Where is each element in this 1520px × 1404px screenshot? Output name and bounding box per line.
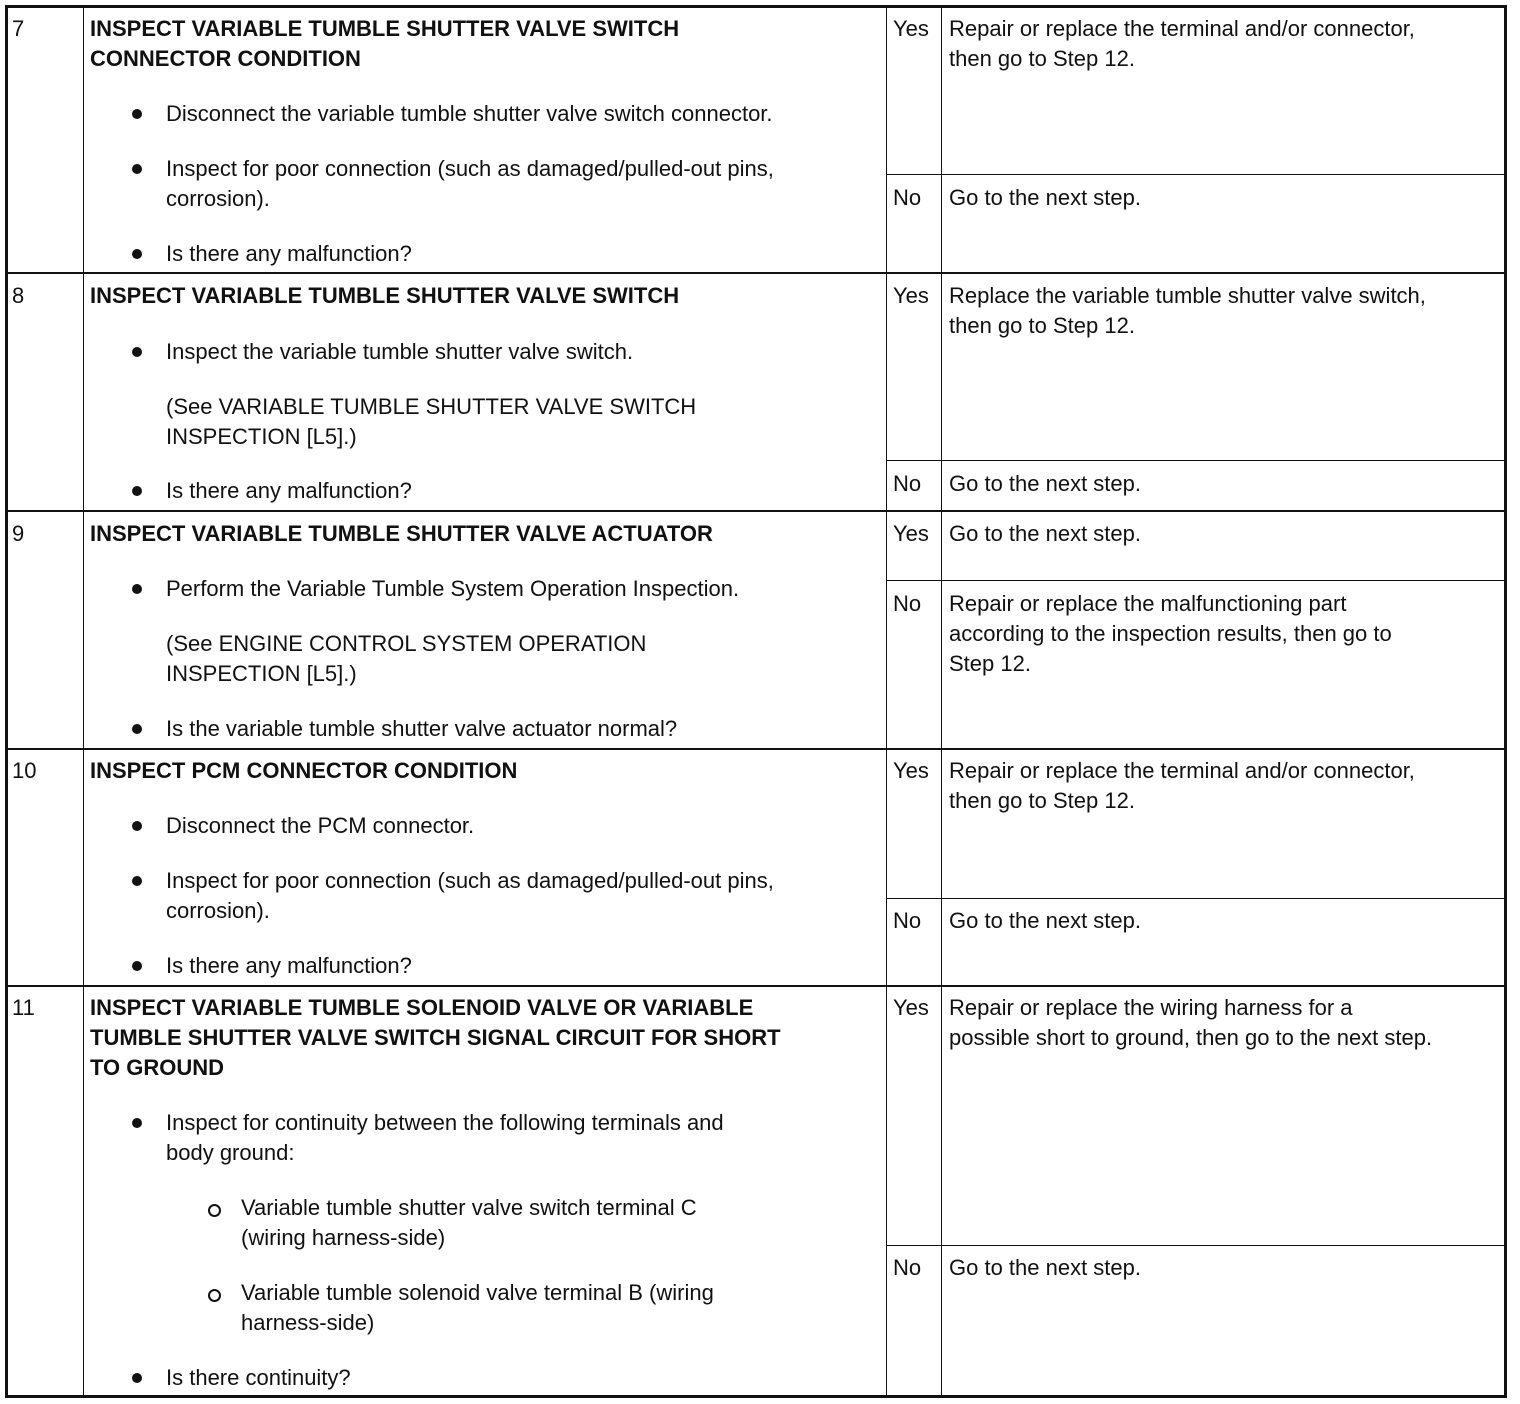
inspection-question: Is the variable tumble shutter valve actuator normal?	[166, 716, 678, 741]
yes-action: Go to the next step.	[949, 521, 1142, 546]
terminal-item: Variable tumble solenoid valve terminal B (wiring harness-side)	[241, 1280, 714, 1335]
yes-no-divider	[887, 460, 1504, 461]
row-divider	[8, 748, 1504, 750]
inspection-item: Inspect for poor connection (such as damaged/pulled-out pins, corrosion).	[166, 156, 774, 211]
bullet-icon	[132, 724, 142, 734]
inspection-item: Inspect for poor connection (such as damaged/pulled-out pins, corrosion).	[166, 868, 774, 923]
terminal-item: Variable tumble shutter valve switch terminal C (wiring harness-side)	[241, 1195, 697, 1250]
no-label: No	[893, 591, 922, 616]
bullet-icon	[132, 164, 142, 174]
step-number: 7	[12, 16, 25, 41]
bullet-icon	[132, 486, 142, 496]
bullet-icon	[132, 876, 142, 886]
no-label: No	[893, 185, 922, 210]
step-title: INSPECT VARIABLE TUMBLE SHUTTER VALVE SWITCH CONNECTOR CONDITION	[90, 16, 680, 71]
column-divider-inspection	[886, 8, 887, 1395]
step-title: INSPECT VARIABLE TUMBLE SHUTTER VALVE ACTUATOR	[90, 521, 713, 546]
bullet-icon	[132, 584, 142, 594]
step-number: 10	[12, 758, 37, 783]
no-label: No	[893, 471, 922, 496]
step-number: 8	[12, 283, 25, 308]
step-number: 11	[12, 995, 35, 1020]
no-action: Go to the next step.	[949, 908, 1142, 933]
step-title: INSPECT VARIABLE TUMBLE SHUTTER VALVE SWITCH	[90, 283, 680, 308]
no-label: No	[893, 908, 922, 933]
bullet-icon	[132, 961, 142, 971]
bullet-icon	[132, 109, 142, 119]
yes-label: Yes	[893, 16, 929, 41]
row-divider	[8, 272, 1504, 274]
no-label: No	[893, 1255, 922, 1280]
reference-note: (See ENGINE CONTROL SYSTEM OPERATION INSPECTION [L5].)	[166, 631, 647, 686]
sub-bullet-icon	[208, 1289, 221, 1302]
reference-note: (See VARIABLE TUMBLE SHUTTER VALVE SWITCH INSPECTION [L5].)	[166, 394, 697, 449]
yes-no-divider	[887, 580, 1504, 581]
no-action: Go to the next step.	[949, 185, 1142, 210]
yes-action: Replace the variable tumble shutter valve switch, then go to Step 12.	[949, 283, 1426, 338]
yes-label: Yes	[893, 758, 929, 783]
no-action: Repair or replace the malfunctioning part according to the inspection results, then go to Step 12.	[949, 591, 1392, 676]
sub-bullet-icon	[208, 1204, 221, 1217]
yes-action: Repair or replace the terminal and/or connector, then go to Step 12.	[949, 758, 1415, 813]
yes-no-divider	[887, 1245, 1504, 1246]
yes-action: Repair or replace the terminal and/or connector, then go to Step 12.	[949, 16, 1415, 71]
bullet-icon	[132, 1118, 142, 1128]
yes-no-divider	[887, 174, 1504, 175]
step-title: INSPECT PCM CONNECTOR CONDITION	[90, 758, 518, 783]
column-divider-answer	[941, 8, 942, 1395]
inspection-question: Is there any malfunction?	[166, 241, 412, 266]
bullet-icon	[132, 821, 142, 831]
inspection-question: Is there continuity?	[166, 1365, 351, 1390]
bullet-icon	[132, 347, 142, 357]
yes-label: Yes	[893, 283, 929, 308]
bullet-icon	[132, 1373, 142, 1383]
yes-action: Repair or replace the wiring harness for a possible short to ground, then go to the next step.	[949, 995, 1433, 1050]
step-number: 9	[12, 521, 25, 546]
column-divider-step	[83, 8, 84, 1395]
no-action: Go to the next step.	[949, 1255, 1142, 1280]
troubleshooting-table	[5, 5, 1507, 1398]
bullet-icon	[132, 249, 142, 259]
inspection-item: Disconnect the variable tumble shutter valve switch connector.	[166, 101, 773, 126]
inspection-question: Is there any malfunction?	[166, 953, 412, 978]
inspection-item: Disconnect the PCM connector.	[166, 813, 475, 838]
inspection-item: Inspect the variable tumble shutter valve switch.	[166, 339, 634, 364]
no-action: Go to the next step.	[949, 471, 1142, 496]
inspection-item: Perform the Variable Tumble System Operation Inspection.	[166, 576, 740, 601]
yes-no-divider	[887, 898, 1504, 899]
row-divider	[8, 510, 1504, 512]
step-title: INSPECT VARIABLE TUMBLE SOLENOID VALVE OR VARIABLE TUMBLE SHUTTER VALVE SWITCH SIGNAL CIRCUIT FOR SHORT TO GROUND	[90, 995, 781, 1080]
inspection-item: Inspect for continuity between the following terminals and body ground:	[166, 1110, 724, 1165]
yes-label: Yes	[893, 521, 929, 546]
inspection-question: Is there any malfunction?	[166, 478, 412, 503]
yes-label: Yes	[893, 995, 929, 1020]
row-divider	[8, 985, 1504, 987]
